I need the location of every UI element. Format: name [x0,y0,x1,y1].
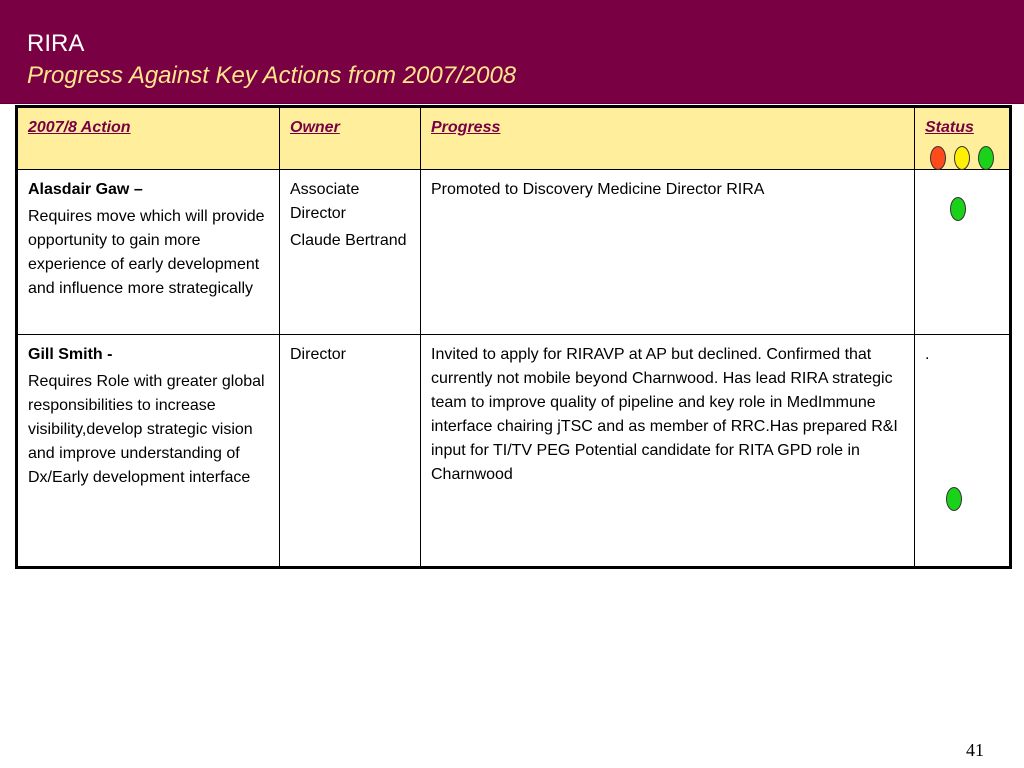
column-header-progress: Progress [421,107,915,170]
slide-title: RIRA [27,30,85,57]
green-status-icon [978,146,994,170]
action-cell [17,170,280,335]
green-status-icon [946,487,962,511]
table-row [17,335,1011,568]
progress-cell: Invited to apply for RIRAVP at AP but declined. Confirmed that currently not mobile beyond Charnwood. Has lead RIRA strategic team to improve quality of pipeline and key role in MedImmune interface chairing jTSC and as member of RRC.Has prepared R&I input for TI/TV PEG Potential candidate for RITA GPD role in Charnwood [421,335,915,568]
page-number: 41 [966,740,984,760]
action-detail: Requires move which will provide opportunity to gain more experience of early development and influence more strategically [28,208,265,297]
progress-cell: Promoted to Discovery Medicine Director RIRA [421,170,915,335]
status-cell [915,170,1011,335]
table-header-row [17,107,1011,170]
status-cell [915,335,1011,568]
key-actions-table [15,105,1012,569]
owner-role: Associate Director [290,181,360,222]
status-legend [915,146,1009,170]
red-status-icon [930,146,946,170]
column-header-status [915,107,1011,170]
amber-status-icon [954,146,970,170]
column-header-action: 2007/8 Action [17,107,280,170]
status-text: . [925,346,930,363]
column-header-owner: Owner [280,107,421,170]
action-detail: Requires Role with greater global responsibilities to increase visibility,develop strategic vision and improve understanding of Dx/Early development interface [28,373,265,486]
owner-cell [280,170,421,335]
owner-name: Claude Bertrand [290,232,407,249]
green-status-icon [950,197,966,221]
owner-cell [280,335,421,568]
action-owner-name: Alasdair Gaw – [28,181,143,198]
column-header-status-label: Status [925,119,974,136]
action-owner-name: Gill Smith - [28,346,113,363]
slide-subtitle: Progress Against Key Actions from 2007/2008 [27,62,517,89]
slide-header [0,0,1024,104]
action-cell [17,335,280,568]
owner-role: Director [290,346,347,363]
table-row [17,170,1011,335]
